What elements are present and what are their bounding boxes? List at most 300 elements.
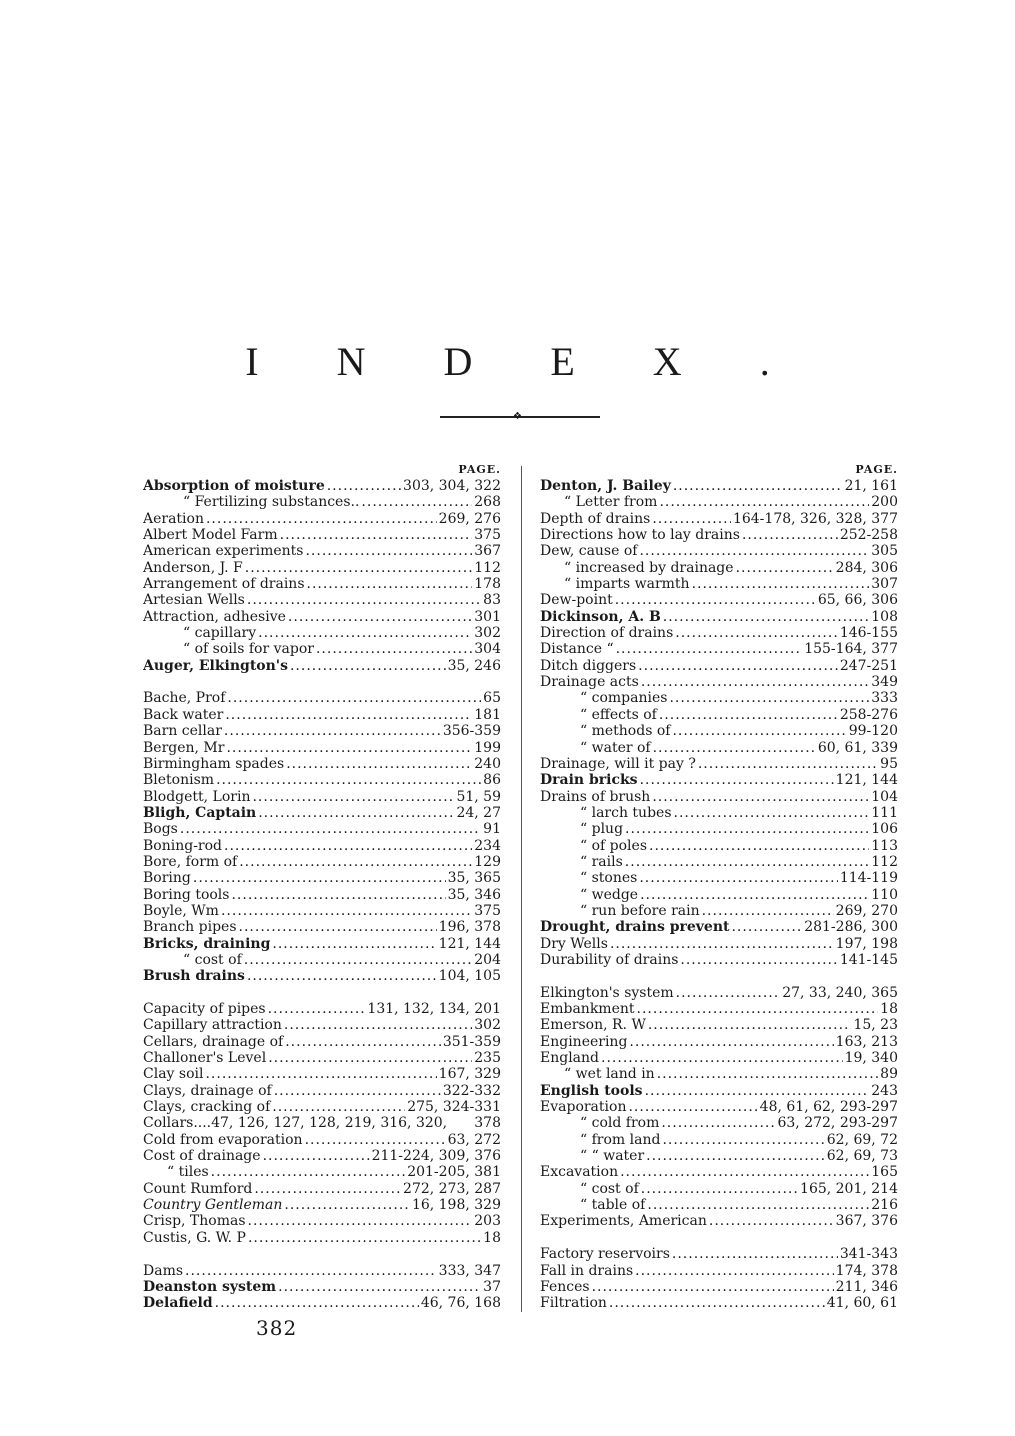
- index-entry: [540, 919, 898, 935]
- entry-term: Bricks, draining: [143, 935, 271, 952]
- entry-term: Boning-rod: [143, 837, 223, 854]
- entry-pages: 367: [474, 543, 501, 560]
- entry-term: Drain bricks: [540, 772, 638, 789]
- dot-leader: [216, 772, 481, 788]
- entry-pages: 104: [871, 788, 898, 805]
- entry-term: Birmingham spades: [143, 755, 285, 772]
- entry-term: Clays, cracking of: [143, 1099, 271, 1116]
- entry-term: Delafield: [143, 1295, 213, 1312]
- index-entry: [143, 1115, 501, 1131]
- entry-term: Attraction, adhesive: [143, 608, 286, 625]
- entry-term: Drains of brush: [540, 788, 651, 805]
- entry-pages: 167, 329: [438, 1066, 501, 1083]
- dot-leader: [245, 560, 473, 576]
- index-entry: [540, 658, 898, 674]
- dot-leader: [657, 1066, 878, 1082]
- index-entry: [540, 1246, 898, 1262]
- entry-pages: 35, 246: [447, 657, 501, 674]
- entry-term: Collars....47, 126, 127, 128, 219, 316, 320,: [143, 1115, 448, 1132]
- index-column-left: [143, 462, 501, 1312]
- dot-leader: [669, 690, 869, 706]
- entry-term: Auger, Elkington's: [143, 657, 288, 674]
- entry-term: Bligh, Captain: [143, 804, 257, 821]
- entry-pages: 201-205, 381: [407, 1164, 501, 1181]
- dot-leader: [288, 609, 472, 625]
- entry-pages: 181: [474, 706, 501, 723]
- index-entry: [540, 543, 898, 559]
- entry-pages: 37: [483, 1278, 501, 1295]
- entry-term: Factory reservoirs: [540, 1246, 670, 1263]
- entry-term: Ditch diggers: [540, 657, 637, 674]
- dot-leader: [653, 740, 816, 756]
- entry-pages: 18: [880, 1001, 898, 1017]
- index-entry: [540, 1197, 898, 1213]
- entry-term: Durability of drains: [540, 951, 679, 968]
- entry-term: Filtration: [540, 1295, 607, 1312]
- entry-pages: 131, 132, 134, 201: [367, 1001, 501, 1017]
- index-entry: [143, 919, 501, 935]
- entry-term: Boyle, Wm: [143, 902, 219, 919]
- entry-pages: 375: [474, 527, 501, 544]
- dot-leader: [286, 756, 472, 772]
- entry-term: Country Gentleman: [143, 1197, 283, 1214]
- entry-term: Cost of drainage: [143, 1148, 261, 1165]
- dot-leader: [316, 641, 472, 657]
- entry-pages: 197, 198: [835, 935, 898, 952]
- dot-leader: [211, 1164, 406, 1180]
- entry-pages: 146-155: [839, 625, 898, 642]
- entry-pages: 240: [474, 755, 501, 772]
- entry-pages: 281-286, 300: [804, 919, 898, 936]
- entry-term: Arrangement of drains: [143, 576, 305, 593]
- dot-leader: [640, 887, 869, 903]
- entry-pages: 106: [871, 821, 898, 838]
- index-entry: [143, 625, 501, 641]
- entry-term: “ plug: [580, 821, 624, 838]
- entry-term: Direction of drains: [540, 625, 674, 642]
- entry-pages: 141-145: [839, 951, 898, 968]
- index-entry: [143, 1132, 501, 1148]
- dot-leader: [258, 625, 472, 641]
- entry-term: Clays, drainage of: [143, 1082, 272, 1099]
- entry-pages: 302: [474, 1017, 501, 1034]
- entry-pages: 62, 69, 73: [826, 1148, 898, 1165]
- index-entry: [540, 740, 898, 756]
- entry-pages: 302: [474, 625, 501, 642]
- index-entry: [143, 756, 501, 772]
- entry-term: “ effects of: [580, 706, 657, 723]
- entry-term: Fences: [540, 1278, 590, 1295]
- index-entry: [143, 478, 501, 494]
- dot-leader: [628, 1099, 757, 1115]
- dot-leader: [280, 527, 473, 543]
- dot-leader: [616, 641, 803, 657]
- entry-term: Artesian Wells: [143, 592, 245, 609]
- entry-term: Dew-point: [540, 592, 613, 609]
- entry-term: “ rails: [580, 853, 623, 870]
- entry-pages: 165: [871, 1164, 898, 1181]
- entries-left: [143, 478, 501, 1312]
- index-entry: [540, 609, 898, 625]
- dot-leader: [284, 1017, 472, 1033]
- index-entry: [143, 1148, 501, 1164]
- dot-leader: [247, 592, 481, 608]
- entry-term: “ from land: [580, 1131, 661, 1148]
- index-entry: [540, 723, 898, 739]
- entry-term: Fall in drains: [540, 1262, 634, 1279]
- index-entry: [143, 1164, 501, 1180]
- entry-pages: 199: [474, 739, 501, 756]
- index-entry: [143, 560, 501, 576]
- index-title: I N D E X .: [245, 339, 804, 384]
- dot-leader: [224, 838, 472, 854]
- entry-term: “ capillary: [183, 625, 257, 642]
- dot-leader: [248, 1230, 481, 1246]
- entry-pages: 63, 272, 293-297: [777, 1115, 898, 1132]
- entry-pages: 48, 61, 62, 293-297: [759, 1099, 898, 1116]
- entry-pages: 269, 270: [835, 902, 898, 919]
- dot-leader: [361, 494, 472, 510]
- dot-leader: [648, 1017, 852, 1033]
- dot-leader: [639, 543, 869, 559]
- index-entry: [143, 1001, 501, 1017]
- index-entry: [143, 494, 501, 510]
- dot-leader: [227, 690, 481, 706]
- entry-term: “ stones: [580, 870, 638, 887]
- index-entry: [540, 1034, 898, 1050]
- dot-leader: [629, 1034, 833, 1050]
- entry-term: “ “ water: [580, 1148, 645, 1165]
- index-entry: [143, 1050, 501, 1066]
- entry-pages: 284, 306: [835, 559, 898, 576]
- dot-leader: [239, 854, 472, 870]
- entry-pages: 83: [483, 592, 501, 609]
- entry-pages: 341-343: [839, 1246, 898, 1263]
- entry-pages: 99-120: [848, 723, 898, 740]
- dot-leader: [676, 985, 781, 1001]
- entry-term: Dew, cause of: [540, 543, 638, 560]
- entry-term: Emerson, R. W: [540, 1017, 646, 1034]
- index-column-right: [540, 462, 898, 1312]
- dot-leader: [221, 903, 472, 919]
- entry-term: Boring: [143, 870, 191, 887]
- index-entry: [143, 1017, 501, 1033]
- entry-term: England: [540, 1050, 600, 1067]
- entry-term: “ companies: [580, 690, 668, 707]
- index-entry: [540, 854, 898, 870]
- dot-leader: [305, 543, 472, 559]
- entry-pages: 333, 347: [438, 1262, 501, 1279]
- dot-leader: [193, 870, 446, 886]
- entry-term: Depth of drains: [540, 510, 651, 527]
- dot-leader: [640, 772, 834, 788]
- index-entry: [540, 1001, 898, 1017]
- dot-leader: [284, 1197, 410, 1213]
- index-entry: [540, 707, 898, 723]
- index-entry: [143, 805, 501, 821]
- entry-pages: 356-359: [442, 723, 501, 740]
- dot-leader: [662, 1132, 824, 1148]
- entry-pages: 121, 144: [835, 772, 898, 789]
- entry-term: Cold from evaporation: [143, 1131, 303, 1148]
- index-entry: [540, 1164, 898, 1180]
- index-entry: [540, 772, 898, 788]
- index-entry: [540, 527, 898, 543]
- entry-term: Albert Model Farm: [143, 527, 278, 544]
- dot-leader: [663, 609, 869, 625]
- section-gap: [540, 1230, 898, 1246]
- entry-pages: 51, 59: [456, 788, 501, 805]
- dot-leader: [625, 821, 869, 837]
- entry-term: “ cost of: [183, 951, 242, 968]
- index-entry: [540, 576, 898, 592]
- index-entry: [540, 1050, 898, 1066]
- dot-leader: [680, 952, 837, 968]
- index-entry: [143, 887, 501, 903]
- entry-pages: 258-276: [839, 706, 898, 723]
- dot-leader: [205, 1066, 436, 1082]
- section-gap: [143, 674, 501, 690]
- index-entry: [540, 985, 898, 1001]
- entry-pages: 378: [474, 1115, 501, 1132]
- entry-pages: 322-332: [442, 1082, 501, 1099]
- dot-leader: [226, 740, 472, 756]
- entry-term: “ larch tubes: [580, 804, 672, 821]
- index-entry: [143, 543, 501, 559]
- entry-pages: 211-224, 309, 376: [371, 1148, 501, 1165]
- index-entry: [540, 870, 898, 886]
- entry-pages: 24, 27: [456, 804, 501, 821]
- index-entry: [143, 1295, 501, 1311]
- dot-leader: [659, 707, 838, 723]
- dot-leader: [672, 1246, 838, 1262]
- index-entry: [143, 658, 501, 674]
- index-entry: [540, 838, 898, 854]
- dot-leader: [244, 952, 473, 968]
- entry-term: Dickinson, A. B: [540, 608, 661, 625]
- index-entry: [143, 838, 501, 854]
- index-entry: [540, 592, 898, 608]
- entry-term: Directions how to lay drains: [540, 527, 740, 544]
- entry-pages: 301: [474, 608, 501, 625]
- index-entry: [540, 478, 898, 494]
- entry-term: Capillary attraction: [143, 1017, 282, 1034]
- entry-term: Back water: [143, 706, 224, 723]
- index-entry: [143, 1213, 501, 1229]
- dot-leader: [592, 1279, 834, 1295]
- dot-leader: [231, 887, 445, 903]
- entry-term: Bore, form of: [143, 853, 238, 870]
- index-entry: [143, 1034, 501, 1050]
- index-entry: [540, 936, 898, 952]
- entry-term: “ of poles: [580, 837, 648, 854]
- entry-term: Branch pipes: [143, 919, 237, 936]
- dot-leader: [305, 1132, 446, 1148]
- entry-pages: 307: [871, 576, 898, 593]
- dot-leader: [258, 805, 454, 821]
- index-entry: [143, 821, 501, 837]
- entry-pages: 110: [871, 886, 898, 903]
- index-entry: [540, 1099, 898, 1115]
- index-entry: [143, 870, 501, 886]
- entry-pages: 18: [483, 1229, 501, 1246]
- entry-term: Cellars, drainage of: [143, 1033, 284, 1050]
- entry-term: Absorption of moisture: [143, 478, 325, 494]
- entry-term: Distance “: [540, 641, 614, 658]
- entry-term: Bletonism: [143, 772, 215, 789]
- dot-leader: [609, 1295, 825, 1311]
- entry-pages: 15, 23: [853, 1017, 898, 1034]
- index-entry: [540, 625, 898, 641]
- entry-pages: 163, 213: [835, 1033, 898, 1050]
- entry-pages: 234: [474, 837, 501, 854]
- entry-pages: 113: [871, 837, 898, 854]
- index-entry: [143, 1099, 501, 1115]
- entry-pages: 35, 346: [447, 886, 501, 903]
- entry-term: Drainage, will it pay ?: [540, 755, 696, 772]
- dot-leader: [620, 1164, 869, 1180]
- dot-leader: [742, 527, 838, 543]
- dot-leader: [673, 478, 843, 494]
- dot-leader: [252, 789, 454, 805]
- entry-pages: 235: [474, 1050, 501, 1067]
- entry-term: Bache, Prof: [143, 690, 226, 707]
- dot-leader: [649, 838, 869, 854]
- dot-leader: [641, 1181, 798, 1197]
- entry-pages: 333: [871, 690, 898, 707]
- entry-term: Engineering: [540, 1033, 628, 1050]
- index-entry: [143, 789, 501, 805]
- dot-leader: [274, 1083, 441, 1099]
- entry-term: “ tiles: [167, 1164, 209, 1181]
- dot-leader: [225, 707, 472, 723]
- index-entry: [540, 952, 898, 968]
- entry-term: “ run before rain: [580, 902, 700, 919]
- dot-leader: [247, 968, 437, 984]
- dot-leader: [637, 1001, 879, 1017]
- dot-leader: [268, 1001, 366, 1017]
- index-entry: [143, 968, 501, 984]
- entry-term: Brush drains: [143, 968, 245, 985]
- index-entry: [143, 511, 501, 527]
- dot-leader: [285, 1034, 441, 1050]
- index-entry: [540, 756, 898, 772]
- entry-pages: 304: [474, 641, 501, 658]
- page-column-header: PAGE.: [855, 463, 898, 476]
- entry-pages: 16, 198, 329: [411, 1197, 501, 1214]
- index-entry: [143, 723, 501, 739]
- index-entry: [540, 789, 898, 805]
- entry-pages: 60, 61, 339: [817, 739, 898, 756]
- dot-leader: [254, 1181, 401, 1197]
- entry-term: Evaporation: [540, 1099, 627, 1116]
- index-entry: [143, 641, 501, 657]
- index-entry: [540, 560, 898, 576]
- entry-term: “ wet land in: [564, 1066, 655, 1083]
- dot-leader: [736, 560, 834, 576]
- index-entry: [540, 1181, 898, 1197]
- entry-term: Deanston system: [143, 1278, 277, 1295]
- entry-pages: 303, 304, 322: [403, 478, 501, 494]
- entry-term: Challoner's Level: [143, 1050, 267, 1067]
- entry-term: English tools: [540, 1082, 643, 1099]
- dot-leader: [224, 723, 441, 739]
- entry-term: “ Fertilizing substances..: [183, 494, 360, 511]
- entry-term: Denton, J. Bailey: [540, 478, 671, 494]
- dot-leader: [248, 1213, 473, 1229]
- dot-leader: [635, 1263, 834, 1279]
- entry-term: “ table of: [580, 1197, 646, 1214]
- entry-term: Drainage acts: [540, 674, 639, 691]
- dot-leader: [615, 592, 816, 608]
- entry-term: “ water of: [580, 739, 651, 756]
- entries-right: [540, 478, 898, 1312]
- dot-leader: [272, 1099, 405, 1115]
- dot-leader: [661, 1115, 775, 1131]
- entry-term: Drought, drains prevent: [540, 919, 730, 936]
- ornament-icon: ❖: [513, 411, 522, 422]
- dot-leader: [239, 919, 437, 935]
- entry-pages: 112: [474, 559, 501, 576]
- index-entry: [143, 707, 501, 723]
- entry-pages: 21, 161: [844, 478, 898, 494]
- dot-leader: [290, 658, 446, 674]
- entry-pages: 349: [871, 674, 898, 691]
- entry-term: Bergen, Mr: [143, 739, 225, 756]
- entry-pages: 91: [483, 821, 501, 838]
- dot-leader: [702, 903, 834, 919]
- section-gap: [540, 968, 898, 984]
- entry-term: Experiments, American: [540, 1213, 707, 1230]
- index-entry: [540, 1263, 898, 1279]
- entry-pages: 86: [483, 772, 501, 789]
- dot-leader: [185, 1263, 437, 1279]
- dot-leader: [272, 936, 436, 952]
- index-entry: [143, 1230, 501, 1246]
- dot-leader: [268, 1050, 472, 1066]
- dot-leader: [674, 805, 870, 821]
- dot-leader: [638, 658, 838, 674]
- entry-pages: 165, 201, 214: [800, 1180, 898, 1197]
- dot-leader: [672, 723, 846, 739]
- index-entry: [540, 821, 898, 837]
- dot-leader: [278, 1279, 481, 1295]
- entry-pages: 89: [880, 1066, 898, 1083]
- entry-term: “ Letter from: [564, 494, 658, 511]
- index-entry: [143, 772, 501, 788]
- dot-leader: [652, 789, 869, 805]
- entry-pages: 268: [474, 494, 501, 511]
- dot-leader: [646, 1148, 825, 1164]
- dot-leader: [610, 936, 834, 952]
- section-gap: [143, 985, 501, 1001]
- dot-leader: [263, 1148, 370, 1164]
- dot-leader: [698, 756, 878, 772]
- entry-pages: 211, 346: [835, 1278, 898, 1295]
- index-entry: [143, 903, 501, 919]
- entry-pages: 108: [871, 608, 898, 625]
- entry-term: “ of soils for vapor: [183, 641, 314, 658]
- entry-pages: 62, 69, 72: [826, 1131, 898, 1148]
- entry-term: Capacity of pipes: [143, 1001, 266, 1017]
- index-entry: [143, 690, 501, 706]
- entry-pages: 95: [880, 755, 898, 772]
- entry-term: “ cost of: [580, 1180, 639, 1197]
- entry-term: Embankment: [540, 1001, 635, 1017]
- index-entry: [143, 592, 501, 608]
- entry-pages: 121, 144: [438, 935, 501, 952]
- index-entry: [540, 1066, 898, 1082]
